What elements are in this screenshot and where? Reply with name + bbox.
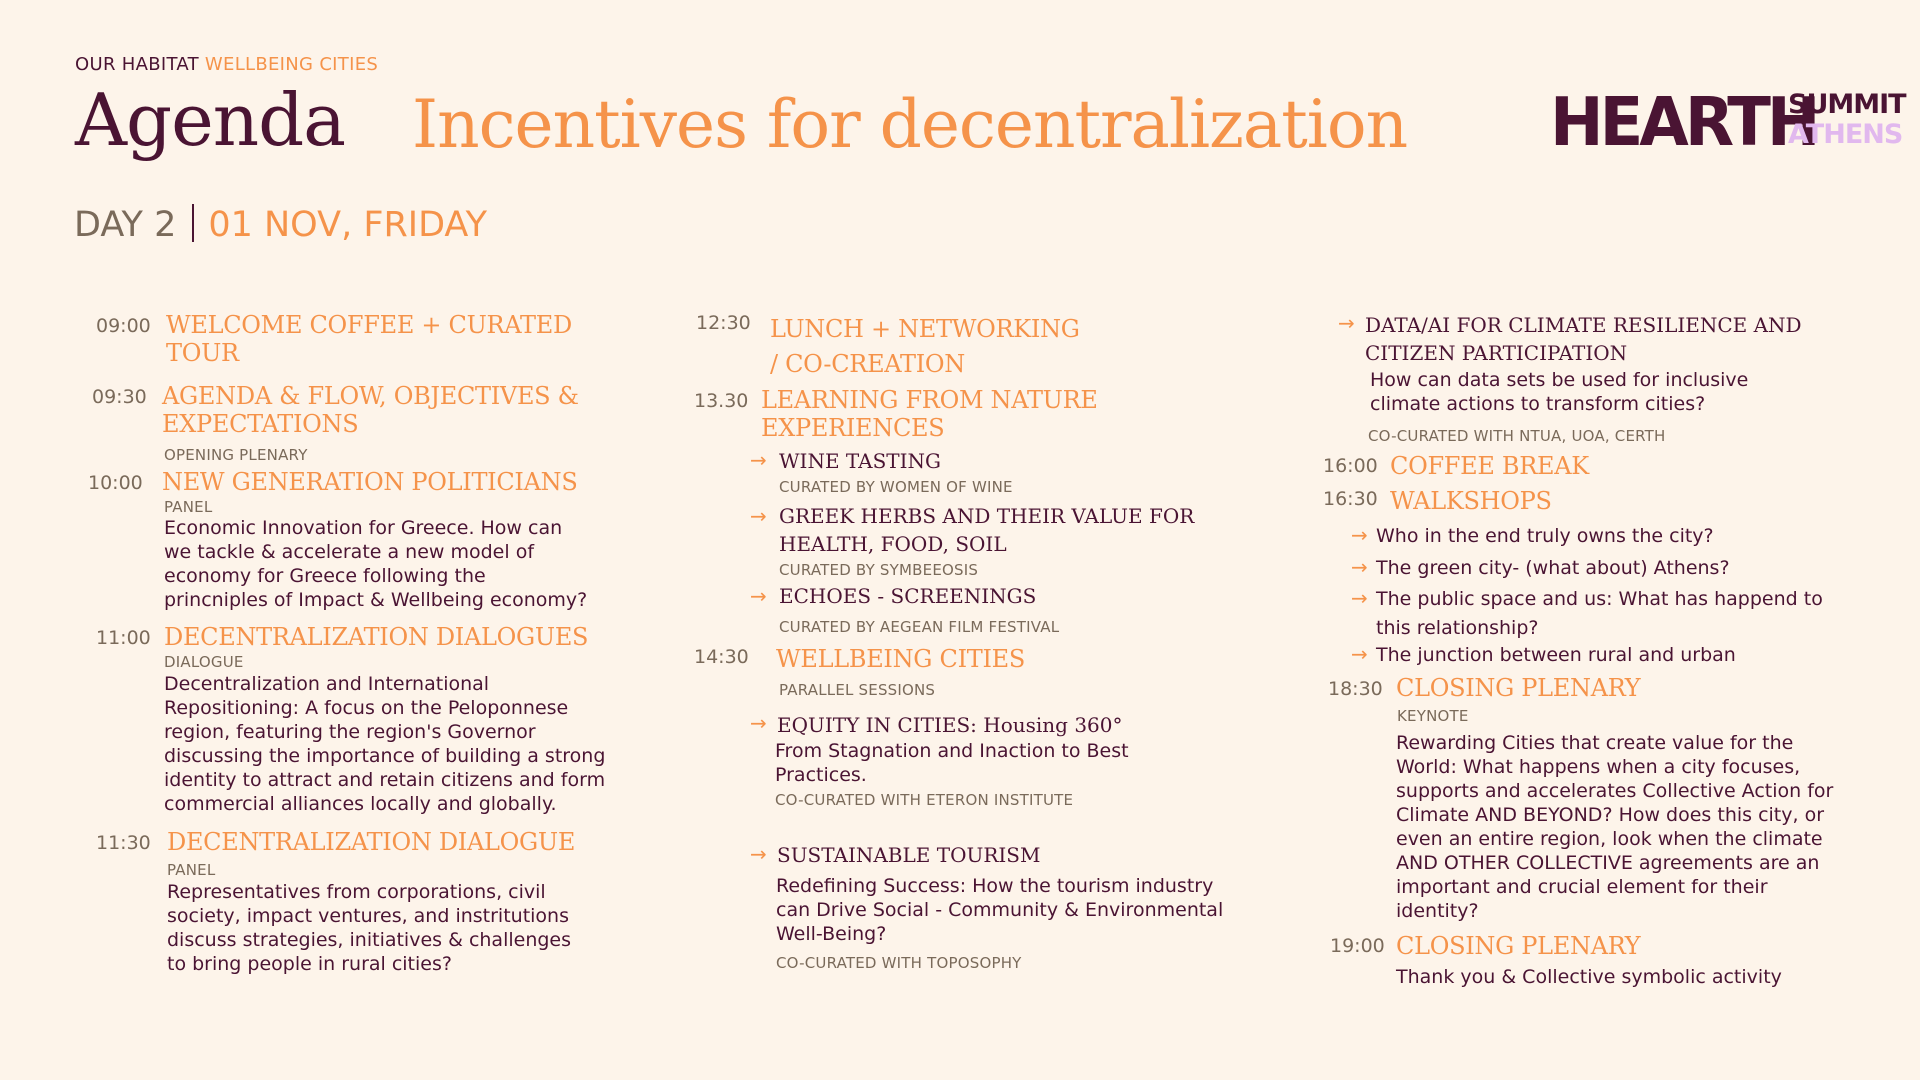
session-title: WELCOME COFFEE + CURATED TOUR <box>166 311 572 367</box>
session-tag: PANEL <box>167 861 216 879</box>
session-time: 10:00 <box>88 472 143 494</box>
page-title: Incentives for decentralization <box>412 86 1408 163</box>
logo-summit: SUMMIT <box>1788 89 1906 120</box>
activity-description: Redefining Success: How the tourism industry can Drive Social - Community & Environmental Well-Being? <box>776 875 1224 945</box>
walkshop-topic: The public space and us: What has happend to this relationship? <box>1376 588 1823 639</box>
arrow-right-icon: → <box>750 711 767 735</box>
arrow-right-icon: → <box>1338 311 1355 335</box>
session-tag: OPENING PLENARY <box>164 446 308 464</box>
session-title: DECENTRALIZATION DIALOGUES <box>164 623 589 651</box>
activity-description: From Stagnation and Inaction to Best Practices. <box>775 740 1129 786</box>
session-time: 11:00 <box>96 627 151 649</box>
session-tag: DIALOGUE <box>164 653 244 671</box>
arrow-right-icon: → <box>750 504 767 528</box>
session-time: 16:00 <box>1323 455 1378 477</box>
arrow-right-icon: → <box>750 448 767 472</box>
session-description: Economic Innovation for Greece. How can we tackle & accelerate a new model of economy for Greece following the princniples of Impact & Wellbeing economy? <box>164 517 588 611</box>
arrow-right-icon: → <box>1351 586 1368 610</box>
session-title: LEARNING FROM NATURE EXPERIENCES <box>761 386 1098 442</box>
session-tag: PANEL <box>164 498 213 516</box>
eyebrow-highlight: WELLBEING CITIES <box>204 54 379 75</box>
activity-tag: CO-CURATED WITH NTUA, UOA, CERTH <box>1368 427 1666 445</box>
day-heading <box>74 204 487 245</box>
session-title: CLOSING PLENARY <box>1396 932 1641 960</box>
session-title: AGENDA & FLOW, OBJECTIVES & EXPECTATIONS <box>162 382 579 438</box>
session-title: COFFEE BREAK <box>1390 452 1589 480</box>
activity-title: SUSTAINABLE TOURISM <box>777 843 1041 867</box>
session-tag: PARALLEL SESSIONS <box>779 681 936 699</box>
activity-title: DATA/AI FOR CLIMATE RESILIENCE AND CITIZEN PARTICIPATION <box>1365 313 1802 365</box>
activity-tag: CURATED BY WOMEN OF WINE <box>779 478 1013 496</box>
walkshop-topic: The green city- (what about) Athens? <box>1376 557 1730 579</box>
agenda-title: Agenda <box>75 78 346 162</box>
arrow-right-icon: → <box>1351 555 1368 579</box>
activity-tag: CO-CURATED WITH ETERON INSTITUTE <box>775 791 1074 809</box>
session-title: LUNCH + NETWORKING / CO-CREATION <box>770 315 1080 378</box>
session-time: 12:30 <box>696 312 751 334</box>
eyebrow-prefix: OUR HABITAT <box>75 54 199 75</box>
session-description: Rewarding Cities that create value for the World: What happens when a city focuses, supports and accelerates Collective Action for Climate AND BEYOND? How does this city, or even an entire region, look when the climate AND OTHER COLLECTIVE agreements are an important and crucial element for their identity? <box>1396 732 1834 922</box>
session-time: 14:30 <box>694 646 749 668</box>
activity-tag: CURATED BY SYMBEEOSIS <box>779 561 979 579</box>
day-label: DAY 2 <box>74 205 177 245</box>
walkshop-topic: The junction between rural and urban <box>1376 644 1736 666</box>
session-tag: KEYNOTE <box>1397 707 1469 725</box>
session-time: 09:00 <box>96 315 151 337</box>
session-time: 19:00 <box>1330 935 1385 957</box>
session-title: CLOSING PLENARY <box>1396 674 1641 702</box>
arrow-right-icon: → <box>750 842 767 866</box>
date-label: 01 NOV, FRIDAY <box>208 205 488 245</box>
activity-title: WINE TASTING <box>779 449 942 473</box>
session-description: Thank you & Collective symbolic activity <box>1396 966 1782 988</box>
session-description: Decentralization and International Repositioning: A focus on the Peloponnese region, featuring the region's Governor discussing the importance of building a strong identity to attract and retain citizens and form commercial alliances locally and globally. <box>164 673 606 815</box>
session-time: 16:30 <box>1323 488 1378 510</box>
activity-tag: CO-CURATED WITH TOPOSOPHY <box>776 954 1022 972</box>
arrow-right-icon: → <box>1351 523 1368 547</box>
arrow-right-icon: → <box>750 584 767 608</box>
logo-athens: ATHENS <box>1788 119 1903 150</box>
logo-hearth: HEARTH <box>1550 84 1817 162</box>
session-description: Representatives from corporations, civil society, impact ventures, and instritutions discuss strategies, initiatives & challenges to bring people in rural cities? <box>167 881 572 975</box>
session-title: DECENTRALIZATION DIALOGUE <box>167 828 576 856</box>
session-time: 18:30 <box>1328 678 1383 700</box>
activity-tag: CURATED BY AEGEAN FILM FESTIVAL <box>779 618 1060 636</box>
session-title: NEW GENERATION POLITICIANS <box>162 468 578 496</box>
session-time: 11:30 <box>96 832 151 854</box>
activity-title: EQUITY IN CITIES: Housing 360° <box>777 713 1123 737</box>
day-divider <box>192 204 194 242</box>
session-title: WELLBEING CITIES <box>776 645 1025 673</box>
activity-title: ECHOES - SCREENINGS <box>779 584 1037 608</box>
activity-title: GREEK HERBS AND THEIR VALUE FOR HEALTH, FOOD, SOIL <box>779 504 1195 556</box>
activity-description: How can data sets be used for inclusive climate actions to transform cities? <box>1370 369 1749 415</box>
walkshop-topic: Who in the end truly owns the city? <box>1376 525 1714 547</box>
arrow-right-icon: → <box>1351 642 1368 666</box>
session-time: 13.30 <box>694 390 749 412</box>
session-title: WALKSHOPS <box>1390 487 1552 515</box>
eyebrow <box>75 54 378 75</box>
session-time: 09:30 <box>92 386 147 408</box>
